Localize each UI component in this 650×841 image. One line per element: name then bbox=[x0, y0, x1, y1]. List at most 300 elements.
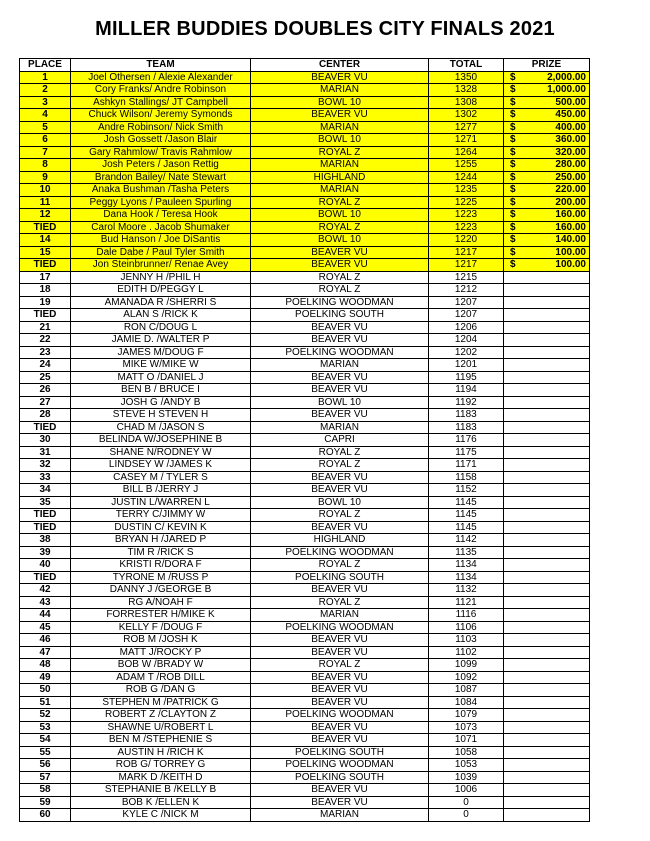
place-cell: 42 bbox=[20, 584, 71, 597]
currency-symbol: $ bbox=[510, 171, 516, 183]
center-cell: POELKING WOODMAN bbox=[251, 621, 429, 634]
place-cell: 33 bbox=[20, 471, 71, 484]
total-cell: 1217 bbox=[429, 246, 504, 259]
place-cell: 45 bbox=[20, 621, 71, 634]
team-cell: Cory Franks/ Andre Robinson bbox=[71, 84, 251, 97]
table-row bbox=[20, 809, 590, 822]
team-cell: SHAWNE U/ROBERT L bbox=[71, 721, 251, 734]
prize-cell bbox=[504, 584, 590, 597]
total-cell: 1264 bbox=[429, 146, 504, 159]
prize-cell bbox=[504, 784, 590, 797]
team-cell: JAMES M/DOUG F bbox=[71, 346, 251, 359]
center-cell: BEAVER VU bbox=[251, 259, 429, 272]
table-row bbox=[20, 371, 590, 384]
currency-symbol: $ bbox=[510, 259, 516, 270]
center-cell: MARIAN bbox=[251, 159, 429, 172]
total-cell: 1271 bbox=[429, 134, 504, 147]
table-row bbox=[20, 734, 590, 747]
currency-symbol: $ bbox=[510, 84, 516, 95]
total-header: TOTAL bbox=[429, 59, 504, 72]
total-cell: 1195 bbox=[429, 371, 504, 384]
prize-amount: 450.00 bbox=[555, 109, 586, 120]
center-cell: HIGHLAND bbox=[251, 534, 429, 547]
prize-cell bbox=[504, 134, 590, 147]
center-cell: POELKING WOODMAN bbox=[251, 346, 429, 359]
place-cell: 48 bbox=[20, 659, 71, 672]
total-cell: 1302 bbox=[429, 109, 504, 122]
prize-cell bbox=[504, 371, 590, 384]
team-cell: Anaka Bushman /Tasha Peters bbox=[71, 184, 251, 197]
center-cell: POELKING SOUTH bbox=[251, 571, 429, 584]
team-cell: ROB G /DAN G bbox=[71, 684, 251, 697]
prize-cell bbox=[504, 809, 590, 822]
team-cell: Ashkyn Stallings/ JT Campbell bbox=[71, 96, 251, 109]
prize-amount: 250.00 bbox=[555, 171, 586, 183]
total-cell: 1194 bbox=[429, 384, 504, 397]
prize-cell bbox=[504, 384, 590, 397]
prize-cell bbox=[504, 759, 590, 772]
table-row bbox=[20, 321, 590, 334]
page-title: MILLER BUDDIES DOUBLES CITY FINALS 2021 bbox=[95, 18, 555, 40]
prize-cell bbox=[504, 534, 590, 547]
prize-cell bbox=[504, 246, 590, 259]
table-header bbox=[20, 59, 590, 72]
place-cell: 38 bbox=[20, 534, 71, 547]
total-cell: 1171 bbox=[429, 459, 504, 472]
center-cell: ROYAL Z bbox=[251, 196, 429, 209]
center-cell: HIGHLAND bbox=[251, 171, 429, 184]
team-cell: STEPHANIE B /KELLY B bbox=[71, 784, 251, 797]
results-table bbox=[19, 58, 590, 822]
total-cell: 1255 bbox=[429, 159, 504, 172]
table-row bbox=[20, 434, 590, 447]
prize-cell bbox=[504, 184, 590, 197]
center-cell: MARIAN bbox=[251, 421, 429, 434]
team-cell: Bud Hanson / Joe DiSantis bbox=[71, 234, 251, 247]
team-cell: BOB K /ELLEN K bbox=[71, 796, 251, 809]
team-cell: CASEY M / TYLER S bbox=[71, 471, 251, 484]
center-cell: BEAVER VU bbox=[251, 109, 429, 122]
team-cell: LINDSEY W /JAMES K bbox=[71, 459, 251, 472]
table-row bbox=[20, 296, 590, 309]
place-cell: 7 bbox=[20, 146, 71, 159]
prize-cell bbox=[504, 409, 590, 422]
prize-cell bbox=[504, 621, 590, 634]
center-cell: BEAVER VU bbox=[251, 334, 429, 347]
prize-cell bbox=[504, 559, 590, 572]
place-cell: 18 bbox=[20, 284, 71, 297]
table-row bbox=[20, 721, 590, 734]
table-row bbox=[20, 196, 590, 209]
table-row bbox=[20, 84, 590, 97]
place-cell: 32 bbox=[20, 459, 71, 472]
total-cell: 1207 bbox=[429, 309, 504, 322]
center-cell: ROYAL Z bbox=[251, 221, 429, 234]
total-cell: 1099 bbox=[429, 659, 504, 672]
total-cell: 1201 bbox=[429, 359, 504, 372]
center-cell: ROYAL Z bbox=[251, 659, 429, 672]
prize-amount: 500.00 bbox=[555, 96, 586, 108]
prize-cell bbox=[504, 646, 590, 659]
prize-cell bbox=[504, 696, 590, 709]
center-cell: ROYAL Z bbox=[251, 509, 429, 522]
table-row bbox=[20, 609, 590, 622]
team-cell: STEVE H STEVEN H bbox=[71, 409, 251, 422]
team-cell: Josh Gossett /Jason Blair bbox=[71, 134, 251, 147]
team-cell: Andre Robinson/ Nick Smith bbox=[71, 121, 251, 134]
center-cell: BEAVER VU bbox=[251, 371, 429, 384]
place-cell: 21 bbox=[20, 321, 71, 334]
team-cell: TIM R /RICK S bbox=[71, 546, 251, 559]
center-cell: POELKING WOODMAN bbox=[251, 296, 429, 309]
team-cell: BEN M /STEPHENIE S bbox=[71, 734, 251, 747]
place-cell: 15 bbox=[20, 246, 71, 259]
center-cell: MARIAN bbox=[251, 809, 429, 822]
prize-cell bbox=[504, 521, 590, 534]
place-cell: 34 bbox=[20, 484, 71, 497]
prize-amount: 200.00 bbox=[555, 196, 586, 208]
table-row bbox=[20, 759, 590, 772]
team-cell: KRISTI R/DORA F bbox=[71, 559, 251, 572]
currency-symbol: $ bbox=[510, 159, 516, 170]
team-cell: KYLE C /NICK M bbox=[71, 809, 251, 822]
team-cell: TERRY C/JIMMY W bbox=[71, 509, 251, 522]
center-cell: POELKING SOUTH bbox=[251, 771, 429, 784]
center-cell: POELKING WOODMAN bbox=[251, 759, 429, 772]
table-row bbox=[20, 384, 590, 397]
table-row bbox=[20, 259, 590, 272]
table-row bbox=[20, 346, 590, 359]
prize-cell bbox=[504, 271, 590, 284]
center-cell: BEAVER VU bbox=[251, 384, 429, 397]
total-cell: 1217 bbox=[429, 259, 504, 272]
prize-cell bbox=[504, 796, 590, 809]
table-row bbox=[20, 96, 590, 109]
center-cell: BEAVER VU bbox=[251, 471, 429, 484]
team-cell: JUSTIN L/WARREN L bbox=[71, 496, 251, 509]
center-header: CENTER bbox=[251, 59, 429, 72]
team-cell: Peggy Lyons / Pauleen Spurling bbox=[71, 196, 251, 209]
team-cell: ALAN S /RICK K bbox=[71, 309, 251, 322]
total-cell: 1215 bbox=[429, 271, 504, 284]
team-cell: ROB M /JOSH K bbox=[71, 634, 251, 647]
total-cell: 1206 bbox=[429, 321, 504, 334]
prize-amount: 1,000.00 bbox=[547, 84, 586, 95]
place-header: PLACE bbox=[20, 59, 71, 72]
total-cell: 1092 bbox=[429, 671, 504, 684]
prize-cell bbox=[504, 146, 590, 159]
team-cell: BELINDA W/JOSEPHINE B bbox=[71, 434, 251, 447]
place-cell: 25 bbox=[20, 371, 71, 384]
place-cell: 23 bbox=[20, 346, 71, 359]
total-cell: 1244 bbox=[429, 171, 504, 184]
center-cell: ROYAL Z bbox=[251, 146, 429, 159]
place-cell: 54 bbox=[20, 734, 71, 747]
table-body bbox=[20, 71, 590, 821]
table-row bbox=[20, 784, 590, 797]
table-row bbox=[20, 134, 590, 147]
prize-cell bbox=[504, 159, 590, 172]
team-cell: RON C/DOUG L bbox=[71, 321, 251, 334]
currency-symbol: $ bbox=[510, 221, 516, 233]
center-cell: BEAVER VU bbox=[251, 409, 429, 422]
prize-cell bbox=[504, 684, 590, 697]
total-cell: 1220 bbox=[429, 234, 504, 247]
total-cell: 1142 bbox=[429, 534, 504, 547]
table-row bbox=[20, 159, 590, 172]
place-cell: 50 bbox=[20, 684, 71, 697]
center-cell: BEAVER VU bbox=[251, 734, 429, 747]
team-cell: BOB W /BRADY W bbox=[71, 659, 251, 672]
place-cell: 40 bbox=[20, 559, 71, 572]
prize-cell bbox=[504, 359, 590, 372]
team-cell: MIKE W/MIKE W bbox=[71, 359, 251, 372]
table-row bbox=[20, 234, 590, 247]
currency-symbol: $ bbox=[510, 209, 516, 220]
table-row bbox=[20, 359, 590, 372]
center-cell: ROYAL Z bbox=[251, 596, 429, 609]
total-cell: 1134 bbox=[429, 559, 504, 572]
center-cell: BOWL 10 bbox=[251, 234, 429, 247]
team-cell: Jon Steinbrunner/ Renae Avey bbox=[71, 259, 251, 272]
currency-symbol: $ bbox=[510, 121, 516, 133]
place-cell: 57 bbox=[20, 771, 71, 784]
total-cell: 1152 bbox=[429, 484, 504, 497]
table-row bbox=[20, 659, 590, 672]
team-cell: AMANADA R /SHERRI S bbox=[71, 296, 251, 309]
place-cell: TIED bbox=[20, 521, 71, 534]
place-cell: 8 bbox=[20, 159, 71, 172]
center-cell: POELKING WOODMAN bbox=[251, 709, 429, 722]
prize-cell bbox=[504, 84, 590, 97]
total-cell: 1145 bbox=[429, 509, 504, 522]
prize-amount: 320.00 bbox=[555, 146, 586, 158]
table-row bbox=[20, 184, 590, 197]
center-cell: BEAVER VU bbox=[251, 321, 429, 334]
prize-amount: 280.00 bbox=[555, 159, 586, 170]
team-cell: Dale Dabe / Paul Tyler Smith bbox=[71, 246, 251, 259]
header-row bbox=[20, 59, 590, 72]
place-cell: 6 bbox=[20, 134, 71, 147]
prize-cell bbox=[504, 346, 590, 359]
prize-amount: 400.00 bbox=[555, 121, 586, 133]
place-cell: 2 bbox=[20, 84, 71, 97]
place-cell: TIED bbox=[20, 509, 71, 522]
prize-amount: 100.00 bbox=[555, 246, 586, 258]
place-cell: 31 bbox=[20, 446, 71, 459]
place-cell: 22 bbox=[20, 334, 71, 347]
total-cell: 1103 bbox=[429, 634, 504, 647]
prize-cell bbox=[504, 321, 590, 334]
team-cell: CHAD M /JASON S bbox=[71, 421, 251, 434]
total-cell: 1328 bbox=[429, 84, 504, 97]
prize-cell bbox=[504, 71, 590, 84]
total-cell: 1158 bbox=[429, 471, 504, 484]
table-row bbox=[20, 471, 590, 484]
total-cell: 1207 bbox=[429, 296, 504, 309]
place-cell: 17 bbox=[20, 271, 71, 284]
prize-cell bbox=[504, 546, 590, 559]
center-cell: BEAVER VU bbox=[251, 246, 429, 259]
place-cell: 53 bbox=[20, 721, 71, 734]
place-cell: 55 bbox=[20, 746, 71, 759]
total-cell: 1039 bbox=[429, 771, 504, 784]
team-cell: Dana Hook / Teresa Hook bbox=[71, 209, 251, 222]
prize-cell bbox=[504, 484, 590, 497]
table-row bbox=[20, 209, 590, 222]
center-cell: BEAVER VU bbox=[251, 71, 429, 84]
currency-symbol: $ bbox=[510, 234, 516, 245]
table-row bbox=[20, 521, 590, 534]
total-cell: 1235 bbox=[429, 184, 504, 197]
place-cell: 58 bbox=[20, 784, 71, 797]
place-cell: 27 bbox=[20, 396, 71, 409]
total-cell: 1106 bbox=[429, 621, 504, 634]
total-cell: 0 bbox=[429, 796, 504, 809]
total-cell: 0 bbox=[429, 809, 504, 822]
table-row bbox=[20, 621, 590, 634]
total-cell: 1071 bbox=[429, 734, 504, 747]
total-cell: 1183 bbox=[429, 409, 504, 422]
currency-symbol: $ bbox=[510, 109, 516, 120]
table-row bbox=[20, 671, 590, 684]
total-cell: 1006 bbox=[429, 784, 504, 797]
place-cell: 11 bbox=[20, 196, 71, 209]
team-cell: MATT J/ROCKY P bbox=[71, 646, 251, 659]
currency-symbol: $ bbox=[510, 134, 516, 145]
center-cell: BEAVER VU bbox=[251, 684, 429, 697]
total-cell: 1116 bbox=[429, 609, 504, 622]
place-cell: 52 bbox=[20, 709, 71, 722]
prize-cell bbox=[504, 96, 590, 109]
total-cell: 1053 bbox=[429, 759, 504, 772]
currency-symbol: $ bbox=[510, 146, 516, 158]
center-cell: BOWL 10 bbox=[251, 496, 429, 509]
center-cell: MARIAN bbox=[251, 359, 429, 372]
total-cell: 1102 bbox=[429, 646, 504, 659]
table-row bbox=[20, 309, 590, 322]
table-row bbox=[20, 634, 590, 647]
table-row bbox=[20, 571, 590, 584]
total-cell: 1073 bbox=[429, 721, 504, 734]
place-cell: TIED bbox=[20, 421, 71, 434]
currency-symbol: $ bbox=[510, 196, 516, 208]
total-cell: 1134 bbox=[429, 571, 504, 584]
prize-cell bbox=[504, 421, 590, 434]
place-cell: 9 bbox=[20, 171, 71, 184]
team-header: TEAM bbox=[71, 59, 251, 72]
team-cell: JAMIE D. /WALTER P bbox=[71, 334, 251, 347]
prize-cell bbox=[504, 196, 590, 209]
table-row bbox=[20, 109, 590, 122]
prize-cell bbox=[504, 446, 590, 459]
place-cell: 60 bbox=[20, 809, 71, 822]
place-cell: 26 bbox=[20, 384, 71, 397]
table-row bbox=[20, 696, 590, 709]
place-cell: 39 bbox=[20, 546, 71, 559]
total-cell: 1308 bbox=[429, 96, 504, 109]
team-cell: Carol Moore . Jacob Shumaker bbox=[71, 221, 251, 234]
center-cell: BEAVER VU bbox=[251, 484, 429, 497]
place-cell: 46 bbox=[20, 634, 71, 647]
place-cell: 4 bbox=[20, 109, 71, 122]
place-cell: 1 bbox=[20, 71, 71, 84]
prize-cell bbox=[504, 259, 590, 272]
team-cell: DUSTIN C/ KEVIN K bbox=[71, 521, 251, 534]
center-cell: POELKING SOUTH bbox=[251, 309, 429, 322]
total-cell: 1277 bbox=[429, 121, 504, 134]
table-row bbox=[20, 496, 590, 509]
prize-cell bbox=[504, 659, 590, 672]
prize-cell bbox=[504, 471, 590, 484]
total-cell: 1175 bbox=[429, 446, 504, 459]
center-cell: POELKING WOODMAN bbox=[251, 546, 429, 559]
table-row bbox=[20, 709, 590, 722]
place-cell: 49 bbox=[20, 671, 71, 684]
table-row bbox=[20, 271, 590, 284]
total-cell: 1132 bbox=[429, 584, 504, 597]
team-cell: ADAM T /ROB DILL bbox=[71, 671, 251, 684]
currency-symbol: $ bbox=[510, 71, 516, 83]
team-cell: EDITH D/PEGGY L bbox=[71, 284, 251, 297]
currency-symbol: $ bbox=[510, 96, 516, 108]
prize-cell bbox=[504, 709, 590, 722]
prize-amount: 220.00 bbox=[555, 184, 586, 195]
place-cell: 56 bbox=[20, 759, 71, 772]
center-cell: ROYAL Z bbox=[251, 559, 429, 572]
center-cell: ROYAL Z bbox=[251, 459, 429, 472]
table-row bbox=[20, 446, 590, 459]
prize-cell bbox=[504, 634, 590, 647]
team-cell: MATT O /DANIEL J bbox=[71, 371, 251, 384]
center-cell: BEAVER VU bbox=[251, 696, 429, 709]
place-cell: 3 bbox=[20, 96, 71, 109]
prize-amount: 140.00 bbox=[555, 234, 586, 245]
total-cell: 1350 bbox=[429, 71, 504, 84]
center-cell: BEAVER VU bbox=[251, 721, 429, 734]
table-row bbox=[20, 746, 590, 759]
total-cell: 1079 bbox=[429, 709, 504, 722]
table-row bbox=[20, 71, 590, 84]
prize-cell bbox=[504, 746, 590, 759]
prize-cell bbox=[504, 296, 590, 309]
table-row bbox=[20, 559, 590, 572]
total-cell: 1183 bbox=[429, 421, 504, 434]
center-cell: BOWL 10 bbox=[251, 134, 429, 147]
prize-cell bbox=[504, 171, 590, 184]
prize-cell bbox=[504, 609, 590, 622]
total-cell: 1058 bbox=[429, 746, 504, 759]
place-cell: TIED bbox=[20, 259, 71, 272]
prize-header: PRIZE bbox=[504, 59, 590, 72]
center-cell: BOWL 10 bbox=[251, 396, 429, 409]
team-cell: JOSH G /ANDY B bbox=[71, 396, 251, 409]
team-cell: JENNY H /PHIL H bbox=[71, 271, 251, 284]
total-cell: 1202 bbox=[429, 346, 504, 359]
team-cell: RG A/NOAH F bbox=[71, 596, 251, 609]
table-row bbox=[20, 584, 590, 597]
center-cell: BEAVER VU bbox=[251, 796, 429, 809]
table-row bbox=[20, 771, 590, 784]
table-row bbox=[20, 459, 590, 472]
center-cell: MARIAN bbox=[251, 609, 429, 622]
place-cell: 35 bbox=[20, 496, 71, 509]
place-cell: 14 bbox=[20, 234, 71, 247]
table-row bbox=[20, 684, 590, 697]
center-cell: BEAVER VU bbox=[251, 634, 429, 647]
total-cell: 1192 bbox=[429, 396, 504, 409]
currency-symbol: $ bbox=[510, 246, 516, 258]
